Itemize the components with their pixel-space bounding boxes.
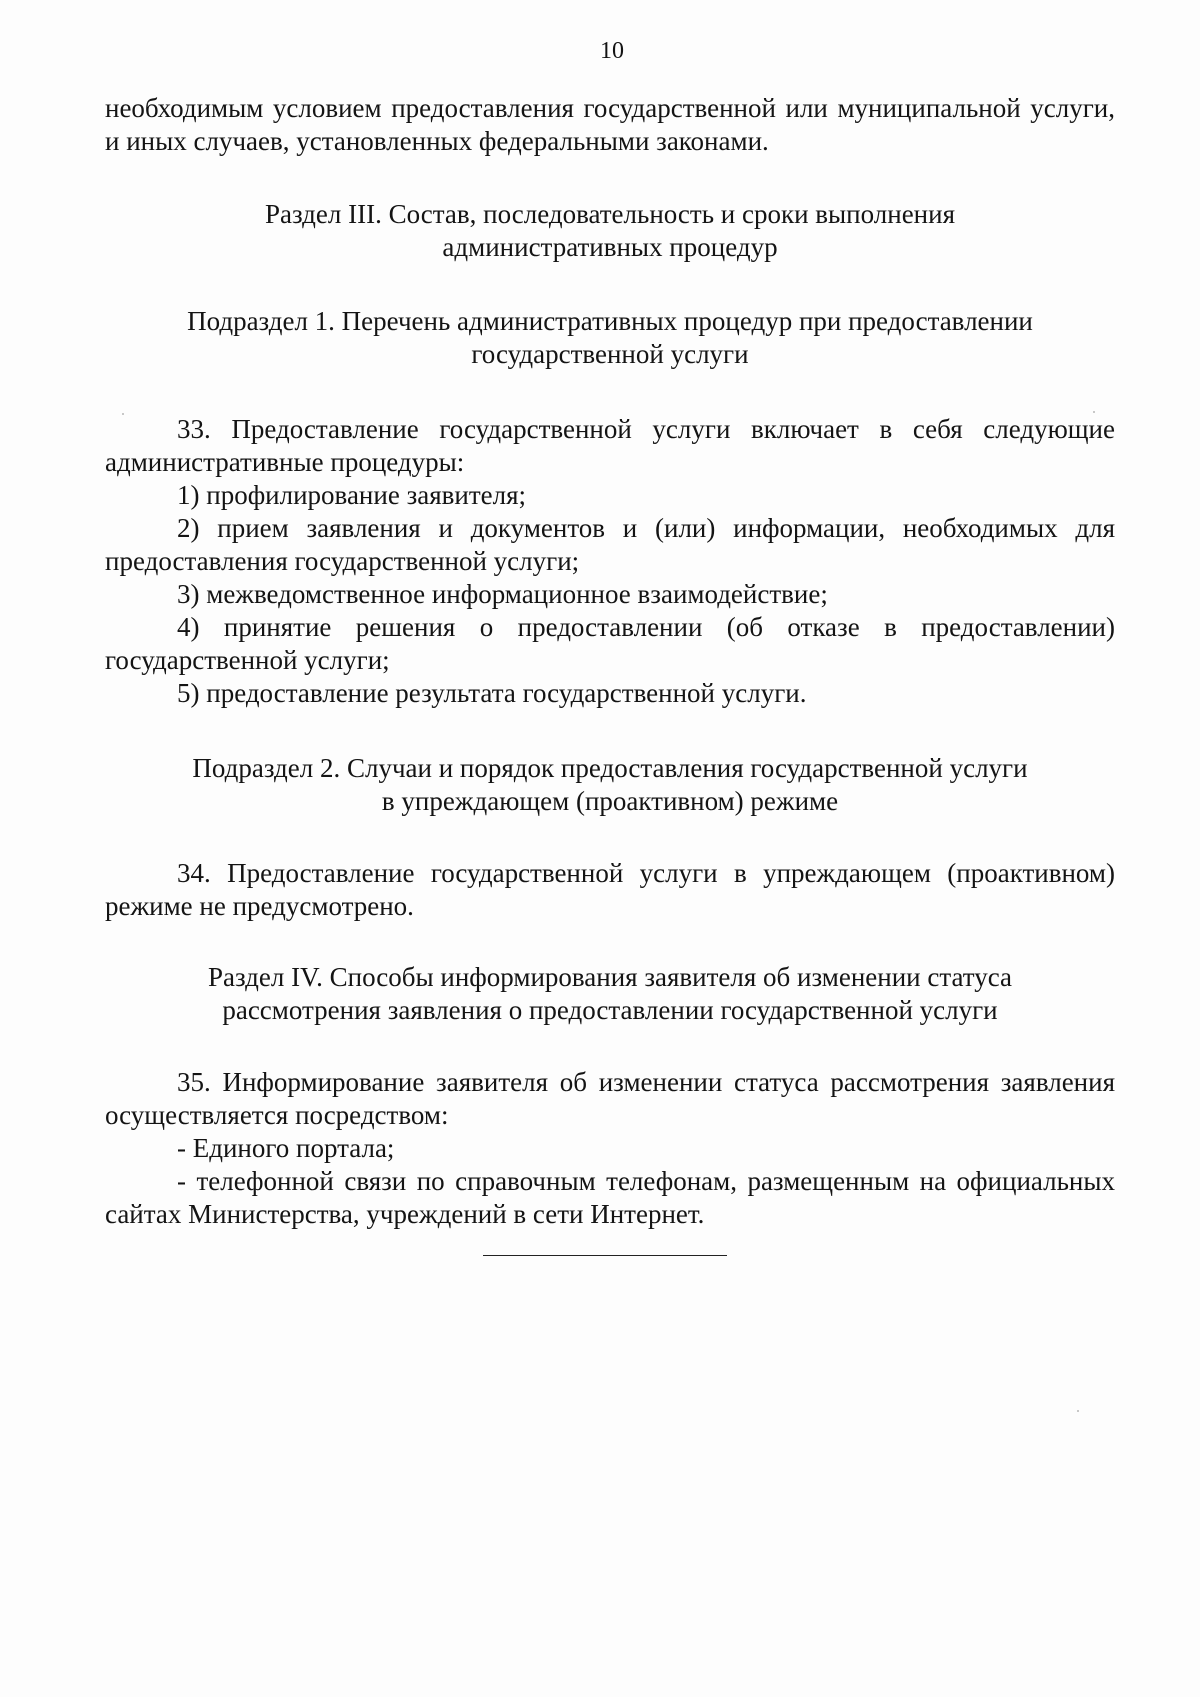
section-4-heading-line-2: рассмотрения заявления о предоставлении государственной услуги	[222, 995, 998, 1025]
procedure-item-5: 5) предоставление результата государственной услуги.	[177, 678, 807, 708]
section-3-heading-line-2: административных процедур	[442, 232, 778, 262]
page-number: 10	[600, 38, 624, 64]
section-3-heading	[105, 198, 1115, 264]
subsection-2-heading-line-1: Подраздел 2. Случаи и порядок предоставления государственной услуги	[192, 753, 1028, 783]
procedure-item-4: 4) принятие решения о предоставлении (об отказе в предоставлении) государственной услуги;	[105, 612, 1115, 675]
paragraph-35: 35. Информирование заявителя об изменении статуса рассмотрения заявления осуществляется посредством:	[105, 1067, 1115, 1130]
section-3-heading-line-1: Раздел III. Состав, последовательность и сроки выполнения	[265, 199, 955, 229]
section-4-heading-line-1: Раздел IV. Способы информирования заявителя об изменении статуса	[208, 962, 1012, 992]
page-body	[105, 92, 1115, 1231]
notification-item-2: - телефонной связи по справочным телефонам, размещенным на официальных сайтах Министерства, учреждений в сети Интернет.	[105, 1166, 1115, 1229]
procedure-item-3: 3) межведомственное информационное взаимодействие;	[177, 579, 828, 609]
scan-speck	[1093, 411, 1095, 413]
subsection-1-heading-line-2: государственной услуги	[471, 339, 749, 369]
notification-item-1: - Единого портала;	[177, 1133, 395, 1163]
scan-speck	[122, 413, 124, 415]
intro-paragraph: необходимым условием предоставления государственной или муниципальной услуги, и иных случаев, установленных федеральными законами.	[105, 93, 1115, 156]
procedure-item-2: 2) прием заявления и документов и (или) информации, необходимых для предоставления государственной услуги;	[105, 513, 1115, 576]
subsection-1-heading-line-1: Подраздел 1. Перечень административных процедур при предоставлении	[187, 306, 1033, 336]
paragraph-33: 33. Предоставление государственной услуги включает в себя следующие административные процедуры:	[105, 414, 1115, 477]
subsection-2-heading-line-2: в упреждающем (проактивном) режиме	[381, 786, 839, 816]
section-4-heading	[105, 961, 1115, 1027]
procedure-item-1: 1) профилирование заявителя;	[177, 480, 527, 510]
paragraph-34: 34. Предоставление государственной услуги в упреждающем (проактивном) режиме не предусмотрено.	[105, 858, 1115, 921]
scan-speck	[1077, 1410, 1079, 1412]
subsection-1-heading	[105, 305, 1115, 371]
end-of-text-rule	[483, 1255, 727, 1256]
subsection-2-heading	[105, 752, 1115, 818]
